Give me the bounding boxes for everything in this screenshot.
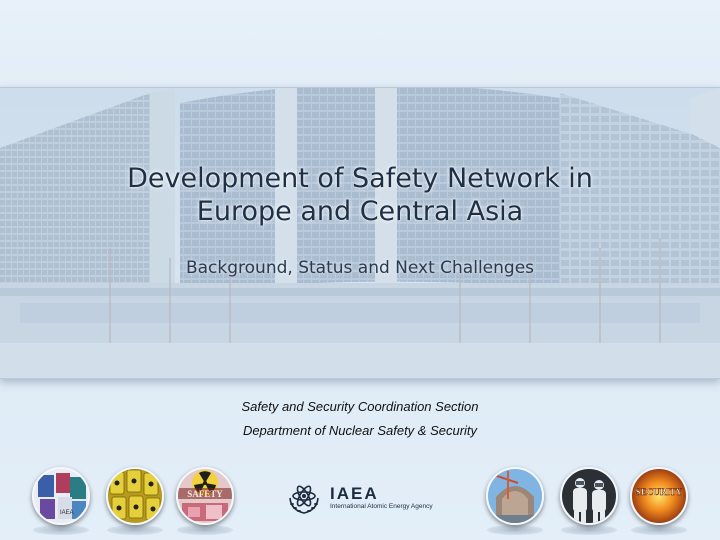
title-line-2: Europe and Central Asia (196, 196, 524, 227)
publications-circle (32, 467, 90, 525)
iaea-logo (286, 478, 446, 518)
circle-shadow (177, 525, 233, 535)
reactor-dome-icon (488, 469, 542, 523)
document-stack-icon (34, 469, 88, 523)
circle-shadow (33, 525, 89, 535)
publication-label: IAEA (60, 510, 74, 516)
circle-shadow (107, 525, 163, 535)
building-photo (0, 87, 720, 379)
circle-shadow (487, 525, 543, 535)
hazmat-workers-icon (562, 469, 616, 523)
radioactive-barrels-circle (106, 467, 164, 525)
slide-title (60, 162, 660, 228)
safety-circle (176, 467, 234, 525)
atom-olive-wreath-icon (286, 480, 322, 516)
security-label: SECURITY (635, 487, 683, 497)
nuclear-plant-circle (486, 467, 544, 525)
security-burst-icon (632, 469, 686, 523)
iaea-logo-name: IAEA (330, 484, 379, 503)
title-line-1: Development of Safety Network in (127, 163, 593, 194)
slide-subtitle: Background, Status and Next Challenges (185, 258, 535, 278)
circle-shadow (561, 525, 617, 535)
safety-label: SAFETY (187, 489, 223, 499)
protective-suits-circle (560, 467, 618, 525)
photo-overlay (0, 88, 720, 378)
circle-shadow (631, 525, 687, 535)
radiation-trefoil-icon (178, 469, 232, 523)
department-name: Department of Nuclear Safety & Security (242, 423, 478, 438)
radioactive-barrel-icon (108, 469, 162, 523)
iaea-logo-full-name: International Atomic Energy Agency (330, 503, 433, 510)
security-circle (630, 467, 688, 525)
section-name: Safety and Security Coordination Section (241, 399, 479, 414)
